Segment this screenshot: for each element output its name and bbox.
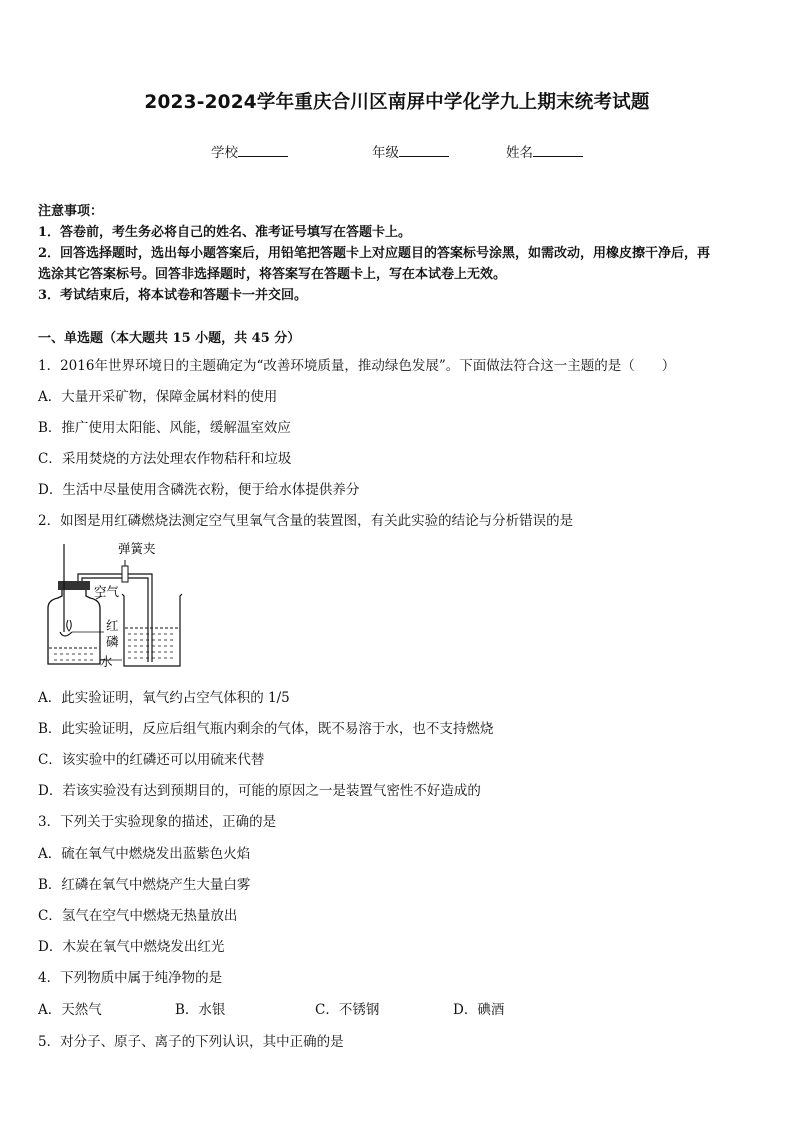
question-1: 1．2016年世界环境日的主题确定为“改善环境质量，推动绿色发展”。下面做法符合这一主题的是（ ）	[38, 358, 676, 374]
notice-item-1: 1．答卷前，考生务必将自己的姓名、准考证号填写在答题卡上。	[38, 225, 412, 240]
notice-item-3: 3．考试结束后，将本试卷和答题卡一并交回。	[38, 288, 308, 303]
school-field[interactable]	[211, 141, 288, 161]
question-5: 5．对分子、原子、离子的下列认识，其中正确的是	[38, 1034, 344, 1050]
name-label: 姓名	[506, 145, 533, 161]
q2-option-c: C．该实验中的红磷还可以用硫来代替	[38, 752, 265, 768]
q3-option-b: B．红磷在氧气中燃烧产生大量白雾	[38, 877, 251, 893]
name-blank[interactable]	[533, 144, 583, 157]
section-heading: 一、单选题（本大题共 15 小题，共 45 分）	[38, 331, 301, 346]
q4-option-a: A．天然气	[38, 1002, 102, 1018]
question-3: 3．下列关于实验现象的描述，正确的是	[38, 814, 277, 830]
flame-icon	[67, 620, 72, 631]
label-air: 空气	[94, 584, 120, 599]
q4-option-b: B．水银	[175, 1002, 226, 1018]
notice-item-2-cont: 选涂其它答案标号。回答非选择题时，将答案写在答题卡上，写在本试卷上无效。	[38, 267, 507, 282]
question-4: 4．下列物质中属于纯净物的是	[38, 970, 223, 986]
apparatus-figure	[38, 536, 188, 674]
label-phosphorus-1: 红	[106, 618, 119, 633]
label-phosphorus-2: 磷	[106, 634, 119, 649]
notice-item-2: 2．回答选择题时，选出每小题答案后，用铅笔把答题卡上对应题目的答案标号涂黑，如需改动，用橡皮擦干净后，再	[38, 246, 711, 261]
bottle-stopper	[58, 581, 90, 590]
spring-clamp	[122, 566, 128, 582]
name-field[interactable]	[506, 141, 583, 161]
q3-option-a: A．硫在氧气中燃烧发出蓝紫色火焰	[38, 846, 251, 862]
q3-option-c: C．氢气在空气中燃烧无热量放出	[38, 908, 238, 924]
school-label: 学校	[211, 145, 238, 161]
gas-bottle	[48, 588, 100, 664]
q2-option-a: A．此实验证明，氧气约占空气体积的 1/5	[38, 690, 290, 706]
q2-option-b: B．此实验证明，反应后组气瓶内剩余的气体，既不易溶于水，也不支持燃烧	[38, 721, 494, 737]
page-title: 2023-2024学年重庆合川区南屏中学化学九上期末统考试题	[144, 92, 650, 113]
grade-field[interactable]	[372, 141, 449, 161]
label-water: 水	[100, 654, 113, 669]
q3-option-d: D．木炭在氧气中燃烧发出红光	[38, 939, 225, 955]
q2-option-d: D．若该实验没有达到预期目的，可能的原因之一是装置气密性不好造成的	[38, 783, 481, 799]
q1-option-a: A．大量开采矿物，保障金属材料的使用	[38, 389, 278, 405]
q4-option-c: C．不锈钢	[315, 1002, 380, 1018]
question-2: 2．如图是用红磷燃烧法测定空气里氧气含量的装置图，有关此实验的结论与分析错误的是	[38, 513, 574, 529]
grade-label: 年级	[372, 145, 399, 161]
combustion-spoon	[60, 632, 72, 636]
q1-option-c: C．采用焚烧的方法处理农作物秸秆和垃圾	[38, 451, 292, 467]
school-blank[interactable]	[238, 144, 288, 157]
q1-option-d: D．生活中尽量使用含磷洗衣粉，便于给水体提供养分	[38, 482, 360, 498]
q1-option-b: B．推广使用太阳能、风能，缓解温室效应	[38, 420, 291, 436]
label-clamp: 弹簧夹	[118, 541, 156, 556]
grade-blank[interactable]	[399, 144, 449, 157]
q4-option-d: D．碘酒	[453, 1002, 505, 1018]
notice-heading: 注意事项：	[38, 204, 104, 219]
